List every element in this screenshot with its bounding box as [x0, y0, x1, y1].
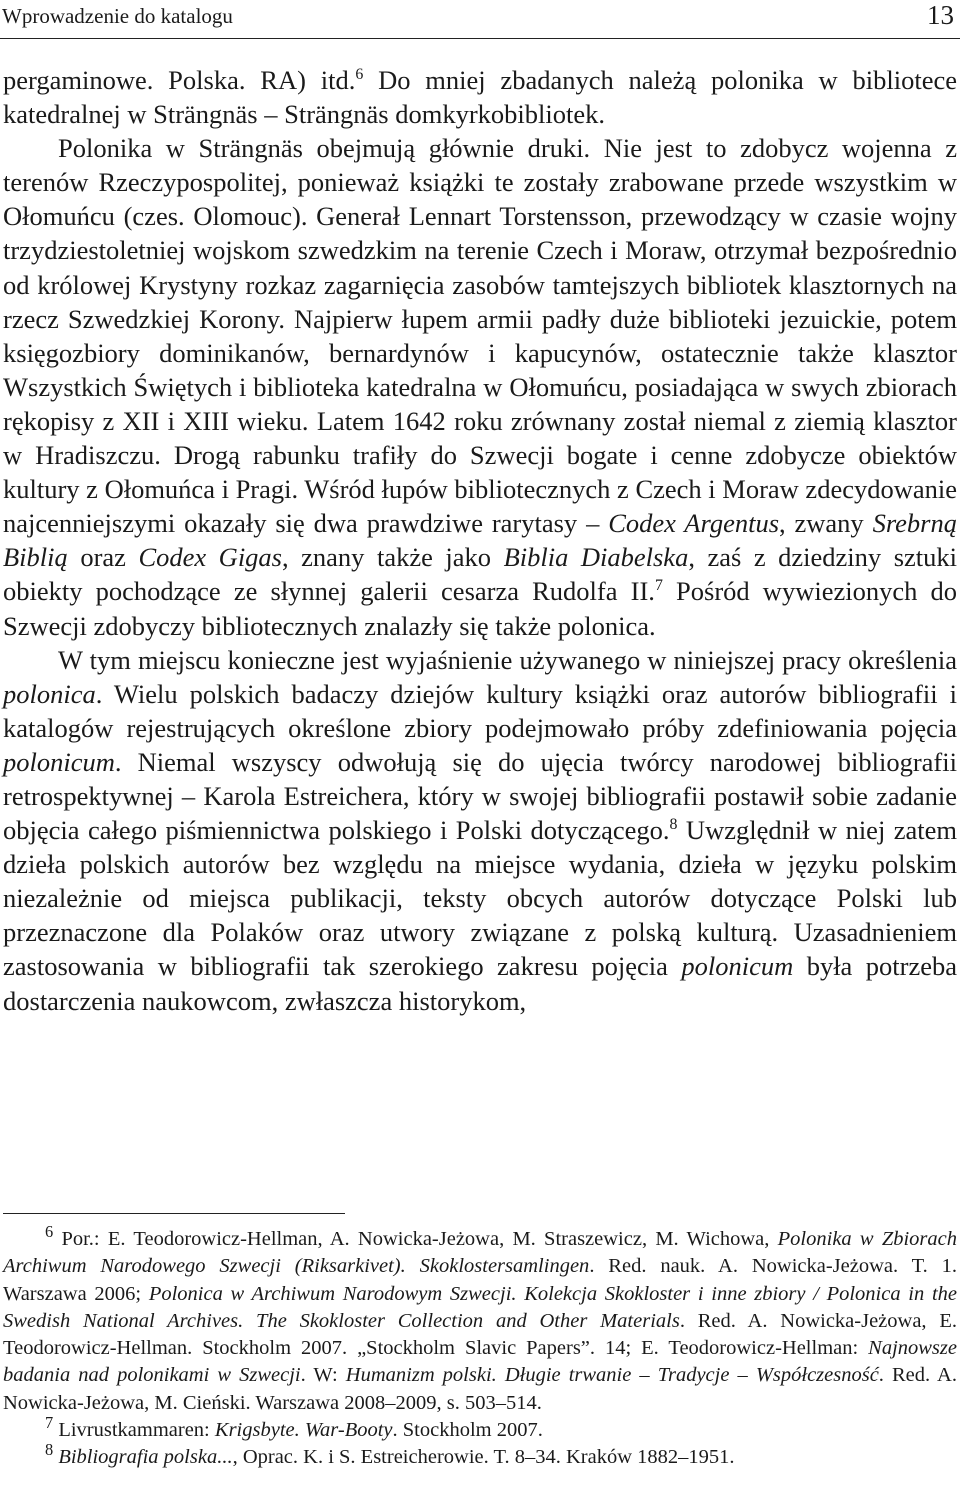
running-title: Wprowadzenie do katalogu	[2, 4, 233, 28]
text-run: , Oprac. K. i S. Estreicherowie. T. 8–34. Kraków 1882–1951.	[232, 1446, 735, 1469]
italic-term: Srebrną Biblią	[3, 508, 957, 573]
text-run: , znany także jako	[282, 542, 504, 573]
text-run: . Wielu polskich badaczy dziejów kultury książki oraz autorów bibliografii i katalogów rejestrujących określone zbiory podejmowało próby zdefiniowania pojęcia	[3, 678, 957, 743]
text-run: Do mniej zbadanych należą polonika w bibliotece katedralnej w Strängnäs – Strängnäs domkyrkobibliotek.	[3, 65, 957, 130]
text-run: . Red. nauk. A. Nowicka-Jeżowa. T. 1. Warszawa 2006;	[3, 1255, 957, 1305]
text-run: . Niemal wszyscy odwołują się do ujęcia twórcy narodowej bibliografii retrospektywnej – Karola Estreichera, który w swojej bibliografii postawił sobie zadanie objęcia całego piśmiennictwa polskiego i Polski dotyczącego.	[3, 746, 957, 846]
text-run: W tym miejscu konieczne jest wyjaśnienie używanego w niniejszej pracy określenia	[58, 644, 957, 675]
italic-term: polonicum	[681, 951, 794, 982]
footnote-7	[3, 1413, 957, 1444]
text-run: oraz	[67, 542, 139, 573]
paragraph-2	[3, 131, 957, 642]
paragraph-3	[3, 643, 957, 1018]
text-run: Uwzględnił w niej zatem dzieła polskich autorów bez względu na miejsce wydania, dzieła w języku polskim niezależnie od miejsca publikacji, teksty obcych autorów dotyczące Polski lub przeznaczone dla Polaków oraz utwory związane z polską kulturą. Uzasadnieniem zastosowania w bibliografii tak szerokiego zakresu pojęcia	[3, 815, 957, 982]
footnotes	[3, 1222, 958, 1472]
italic-term: polonicum	[3, 746, 115, 777]
text-run: była potrzeba dostarczenia naukowcom, zwłaszcza historykom,	[3, 951, 957, 1016]
italic-term: polonica	[3, 678, 96, 709]
footnote-number: 7	[45, 1413, 54, 1433]
italic-term: Codex Argentus	[608, 508, 780, 539]
text-run: , zaś z dziedziny sztuki obiekty pochodzące ze słynnej galerii cesarza Rudolfa II.	[3, 542, 957, 607]
footnote-8	[3, 1440, 957, 1471]
text-run: Livrustkammaren:	[58, 1419, 215, 1442]
footnote-number: 6	[45, 1222, 54, 1242]
footnote-number: 8	[45, 1440, 54, 1460]
text-run: . Red. A. Nowicka-Jeżowa, M. Cieński. Warszawa 2008–2009, s. 503–514.	[3, 1364, 957, 1414]
running-header	[0, 0, 960, 39]
italic-title: Bibliografia polska...	[58, 1446, 233, 1469]
page-number: 13	[927, 0, 954, 30]
italic-title: Polonica w Archiwum Narodowym Szwecji. Kolekcja Skokloster i inne zbiory / Polonica in the Swedish National Archives. The Skokloster Collection and Other Materials	[3, 1282, 957, 1332]
text-run: Pośród wywiezionych do Szwecji zdobyczy bibliotecznych znalazły się także polonica.	[3, 576, 957, 641]
italic-term: Biblia Diabelska	[503, 542, 689, 573]
footnote-ref-8[interactable]: 8	[669, 816, 678, 834]
text-run: . Red. A. Nowicka-Jeżowa, E. Teodorowicz-Hellman. Stockholm 2007. „Stockholm Slavic Papers”. 14; E. Teodorowicz-Hellman:	[3, 1309, 957, 1360]
footnote-ref-7[interactable]: 7	[654, 577, 663, 595]
footnote-6	[3, 1222, 958, 1417]
text-run: pergaminowe. Polska. RA) itd.	[3, 65, 356, 95]
footnote-separator	[3, 1213, 345, 1214]
text-run: Polonika w Strängnäs obejmują głównie druki. Nie jest to zdobycz wojenna z terenów Rzeczypospolitej, ponieważ książki te zostały zrabowane przede wszystkim w Ołomuńcu (czes. Olomouc). Generał Lennart Torstensson, przewodzący w czasie wojny trzydziestoletniej wojskom szwedzkim na terenie Czech i Moraw, otrzymał bezpośrednio od królowej Krystyny rozkaz zagarnięcia zasobów tamtejszych bibliotek klasztornych na rzecz Szwedzkiej Korony. Najpierw łupem armii padły duże biblioteki jezuickie, potem księgozbiory dominikanów, bernardynów i kapucynów, ostatecznie także klasztor Wszystkich Świętych i biblioteka katedralna w Ołomuńcu, posiadająca w swych zbiorach rękopisy z XII i XIII wieku. Latem 1642 roku zrównany został niemal z ziemią klasztor w Hradiszczu. Drogą rabunku trafiły do Szwecji bogate i cenne zdobycze obiektów kultury z Ołomuńca i Pragi. Wśród łupów bibliotecznych z Czech i Moraw zdecydowanie najcenniejszymi okazały się dwa prawdziwe rarytasy –	[3, 133, 957, 539]
text-run: , zwany	[779, 508, 873, 539]
italic-title: Najnowsze badania nad polonikami w Szwecji	[3, 1337, 957, 1387]
text-run: . W:	[300, 1364, 346, 1387]
text-run: Por.: E. Teodorowicz-Hellman, A. Nowicka-Jeżowa, M. Straszewicz, M. Wichowa,	[61, 1228, 778, 1250]
italic-title: Polonika w Zbiorach Archiwum Narodowego Szwecji (Riksarkivet). Skoklostersamlingen	[3, 1228, 958, 1278]
italic-title: Humanizm polski. Długie trwanie – Tradycje – Współczesność	[345, 1364, 879, 1387]
text-run: . Stockholm 2007.	[392, 1419, 543, 1442]
paragraph-1	[3, 63, 957, 131]
italic-title: Krigsbyte. War-Booty	[214, 1419, 393, 1442]
italic-term: Codex Gigas	[138, 542, 282, 573]
main-text	[3, 63, 957, 1018]
footnote-ref-6[interactable]: 6	[355, 66, 364, 84]
